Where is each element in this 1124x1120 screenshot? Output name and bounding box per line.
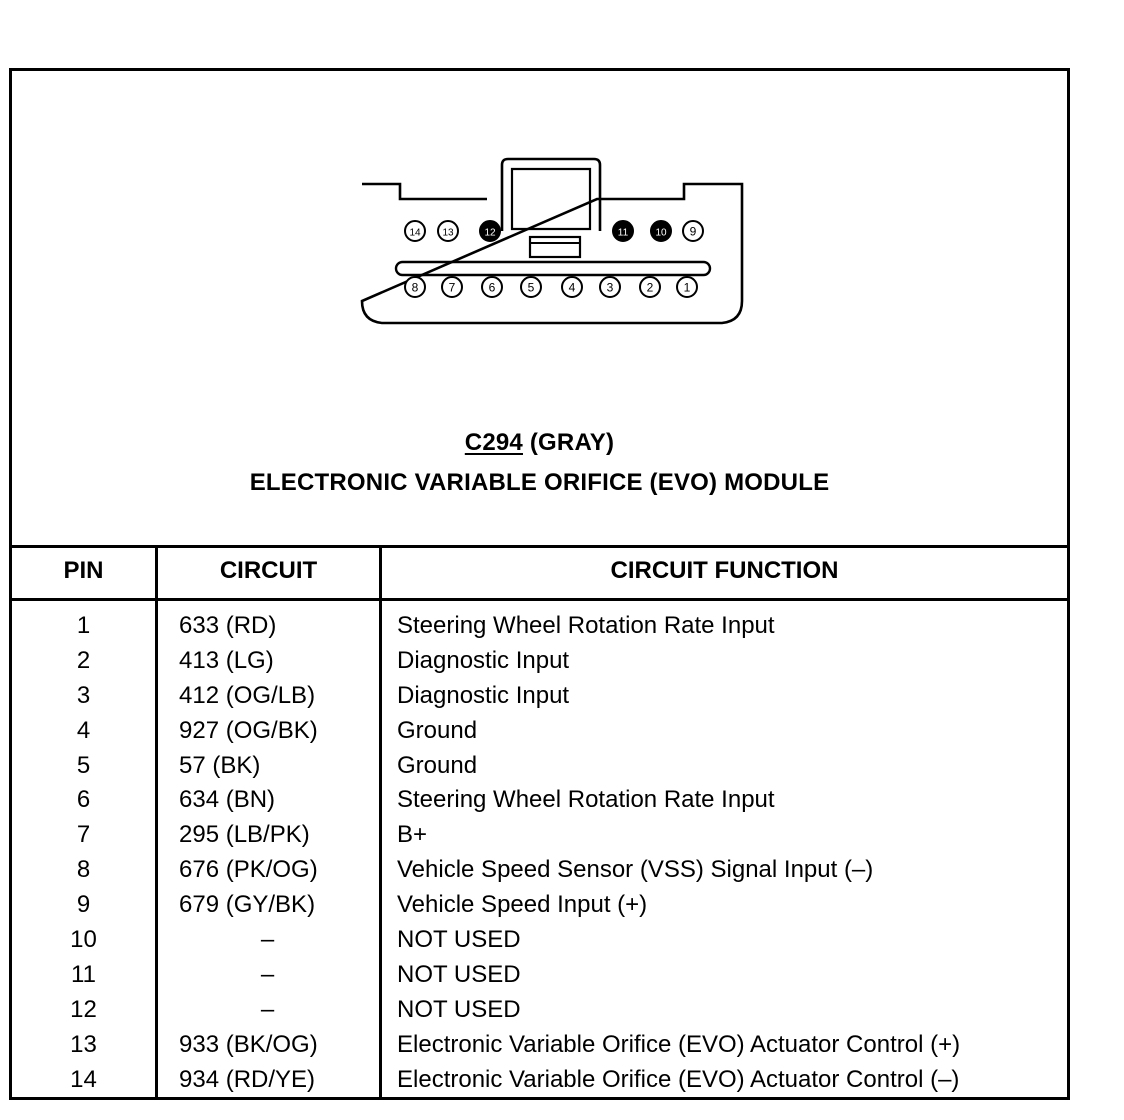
circuit-value: 933 (BK/OG) (179, 1030, 318, 1058)
svg-text:1: 1 (683, 280, 691, 295)
pin-number: 3 (76, 681, 91, 709)
connector-pin (438, 221, 458, 241)
circuit-value: 634 (BN) (179, 786, 276, 814)
circuit-value: – (260, 960, 275, 988)
table-row (12, 749, 1067, 784)
pin-number: 4 (76, 716, 91, 744)
connector-chart-frame (9, 68, 1070, 1100)
circuit-value: 412 (OG/LB) (179, 681, 316, 709)
svg-text:14: 14 (409, 227, 421, 239)
table-row (12, 1063, 1067, 1098)
circuit-function: Ground (397, 716, 478, 744)
circuit-value: 927 (OG/BK) (179, 716, 318, 744)
table-row (12, 853, 1067, 888)
module-name: ELECTRONIC VARIABLE ORIFICE (EVO) MODULE (249, 469, 830, 496)
svg-text:4: 4 (568, 280, 576, 295)
pin-number: 6 (76, 786, 91, 814)
connector-pin (442, 277, 462, 297)
svg-text:6: 6 (488, 280, 496, 295)
circuit-function: Electronic Variable Orifice (EVO) Actuator Control (–) (397, 1065, 960, 1093)
circuit-value: 295 (LB/PK) (179, 821, 310, 849)
circuit-value: 633 (RD) (179, 612, 277, 639)
connector-pin (640, 277, 660, 297)
circuit-value: 934 (RD/YE) (179, 1065, 316, 1093)
connector-face-diagram (352, 151, 752, 351)
circuit-function: Vehicle Speed Sensor (VSS) Signal Input (–) (397, 856, 874, 884)
circuit-value: 676 (PK/OG) (179, 856, 318, 884)
pin-number: 14 (70, 1065, 97, 1093)
circuit-function: B+ (397, 821, 428, 849)
divider-rail (396, 262, 710, 275)
table-row (12, 888, 1067, 923)
table-top-rule (12, 545, 1067, 548)
table-row (12, 818, 1067, 853)
pin-number: 7 (76, 821, 91, 849)
connector-pin (677, 277, 697, 297)
svg-text:10: 10 (655, 227, 667, 239)
svg-text:2: 2 (646, 280, 654, 295)
pin-number: 12 (70, 995, 97, 1023)
connector-pin (683, 221, 703, 241)
polarizing-key (530, 237, 580, 257)
connector-caption (12, 429, 1067, 457)
connector-pin (613, 221, 633, 241)
circuit-function: Steering Wheel Rotation Rate Input (397, 786, 775, 814)
svg-text:9: 9 (689, 224, 697, 239)
circuit-value: – (260, 926, 275, 954)
header-circuit-function: CIRCUIT FUNCTION (610, 557, 839, 584)
connector-pin (562, 277, 582, 297)
circuit-value: 413 (LG) (179, 646, 274, 674)
table-row (12, 679, 1067, 714)
circuit-function: Steering Wheel Rotation Rate Input (397, 612, 775, 639)
svg-text:7: 7 (448, 280, 456, 295)
connector-pin (405, 277, 425, 297)
svg-text:3: 3 (606, 280, 614, 295)
pin-number: 9 (76, 891, 91, 919)
table-row (12, 714, 1067, 749)
connector-color: (GRAY) (529, 429, 615, 456)
svg-text:12: 12 (484, 227, 496, 239)
table-row (12, 783, 1067, 818)
connector-pin (521, 277, 541, 297)
circuit-function: NOT USED (397, 960, 521, 988)
pin-number: 5 (76, 751, 91, 779)
circuit-function: Ground (397, 751, 478, 779)
pin-number: 1 (76, 612, 91, 639)
header-pin: PIN (63, 557, 104, 584)
pin-number: 8 (76, 856, 91, 884)
table-row (12, 923, 1067, 958)
table-row (12, 993, 1067, 1028)
svg-text:5: 5 (527, 280, 535, 295)
circuit-value: 679 (GY/BK) (179, 891, 316, 919)
connector-pin (480, 221, 500, 241)
circuit-function: Vehicle Speed Input (+) (397, 891, 648, 919)
header-bottom-rule (12, 598, 1067, 601)
table-row (12, 958, 1067, 993)
circuit-function: Electronic Variable Orifice (EVO) Actuator Control (+) (397, 1030, 961, 1058)
connector-pin (600, 277, 620, 297)
circuit-function: NOT USED (397, 995, 521, 1023)
connector-pin (405, 221, 425, 241)
connector-pin (482, 277, 502, 297)
circuit-function: Diagnostic Input (397, 646, 570, 674)
circuit-value: – (260, 995, 275, 1023)
svg-text:8: 8 (411, 280, 419, 295)
pin-number: 2 (76, 646, 91, 674)
pin-number: 11 (71, 960, 96, 988)
pinout-table-body (12, 609, 1067, 1097)
table-row (12, 644, 1067, 679)
table-row (12, 1028, 1067, 1063)
connector-id: C294 (464, 429, 523, 456)
svg-text:13: 13 (442, 227, 454, 239)
table-row (12, 609, 1067, 644)
pin-number: 10 (70, 926, 97, 954)
circuit-function: NOT USED (397, 926, 521, 954)
header-circuit: CIRCUIT (219, 557, 318, 584)
connector-pin (651, 221, 671, 241)
svg-text:11: 11 (617, 227, 629, 239)
circuit-function: Diagnostic Input (397, 681, 570, 709)
pin-number: 13 (70, 1030, 97, 1058)
circuit-value: 57 (BK) (179, 751, 261, 779)
